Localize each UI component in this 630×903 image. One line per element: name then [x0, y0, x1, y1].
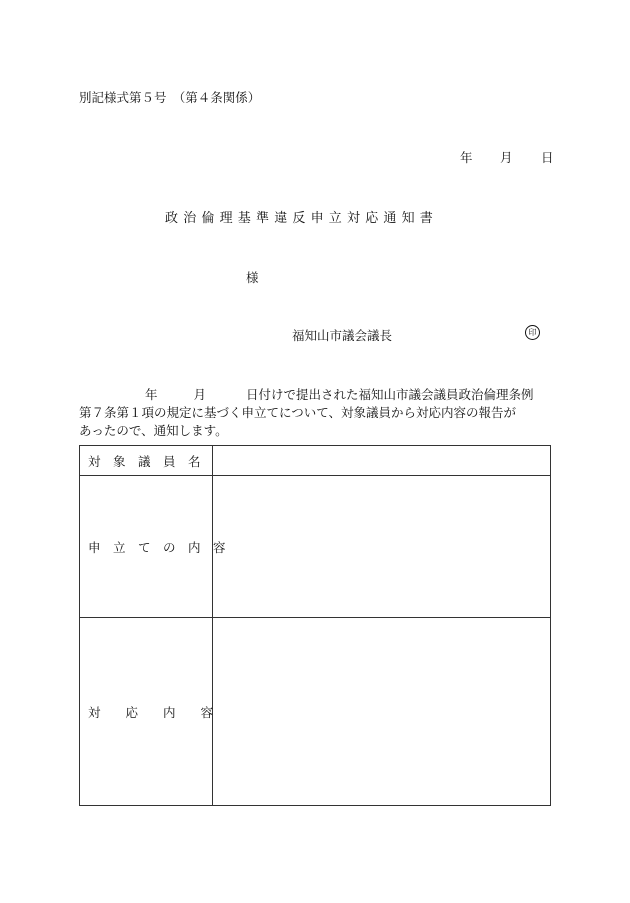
body-line-1 [79, 386, 554, 404]
response-content-label: 対 応 内 容 [80, 618, 213, 806]
complaint-content-field[interactable] [213, 476, 551, 618]
form-number: 別記様式第５号 （第４条関係） [79, 90, 261, 105]
complaint-content-label: 申 立 て の 内 容 [80, 476, 213, 618]
target-member-field[interactable] [213, 446, 551, 476]
document-title: 政治倫理基準違反申立対応通知書 [165, 211, 439, 226]
seal-mark: 印 [525, 325, 540, 340]
table-row-target-member [80, 446, 551, 476]
body-month-label: 月 [193, 387, 207, 402]
body-line-3: あったので、通知します。 [79, 423, 228, 438]
table-row-response-content [80, 618, 551, 806]
addressee-honorific: 様 [246, 270, 259, 285]
info-table [79, 445, 551, 806]
date-year-label: 年 [460, 150, 473, 165]
date-day-label: 日 [541, 150, 554, 165]
body-line-2: 第７条第１項の規定に基づく申立てについて、対象議員から対応内容の報告が [79, 405, 517, 420]
body-year-label: 年 [145, 387, 158, 402]
issuer-name: 福知山市議会議長 [292, 328, 393, 343]
target-member-label: 対 象 議 員 名 [80, 446, 213, 476]
date-month-label: 月 [500, 150, 513, 165]
response-content-field[interactable] [213, 618, 551, 806]
body-paragraph [79, 386, 554, 440]
body-line-1-text: 日付けで提出された福知山市議会議員政治倫理条例 [246, 387, 534, 402]
table-row-complaint-content [80, 476, 551, 618]
